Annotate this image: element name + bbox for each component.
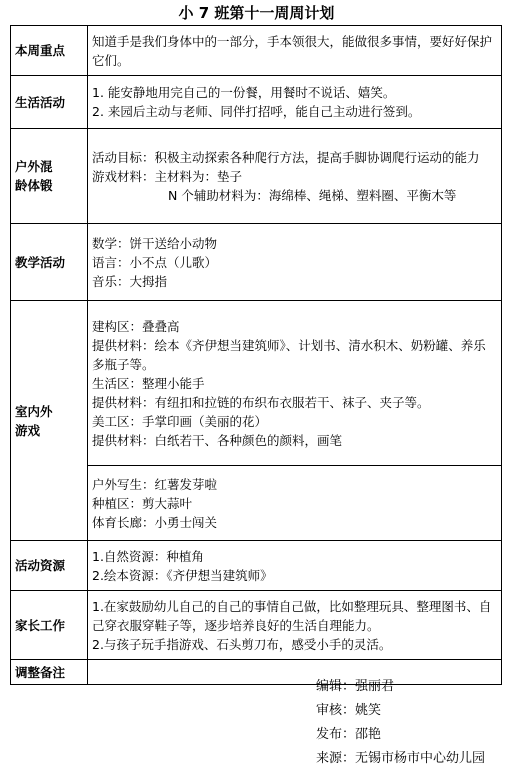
row-content-outdoor xyxy=(88,129,502,224)
weekly-plan-table xyxy=(10,25,502,685)
resources-line-2: 2.绘本资源：《齐伊想当建筑师》 xyxy=(92,567,273,583)
indoor-outdoor-line-3: 体育长廊：小勇士闯关 xyxy=(92,514,218,530)
row-content-parents xyxy=(88,591,502,660)
indoor-label-line-2: 游戏 xyxy=(15,422,41,438)
life-line-2: 2. 来园后主动与老师、同伴打招呼，能自己主动进行签到。 xyxy=(92,104,421,119)
teaching-line-3: 音乐：大拇指 xyxy=(92,273,168,289)
row-content-life xyxy=(88,76,502,129)
page-title: 小 7 班第十一周周计划 xyxy=(178,4,335,22)
row-label-teaching: 教学活动 xyxy=(11,224,88,301)
focus-text: 知道手是我们身体中的一部分，手本领很大，能做很多事情，要好好保护它们。 xyxy=(92,33,493,68)
indoor-line-1: 建构区：叠叠高 xyxy=(92,318,180,334)
row-label-life: 生活活动 xyxy=(11,76,88,129)
table-row-parents xyxy=(11,591,502,660)
row-label-indoor xyxy=(11,301,88,541)
document-footer xyxy=(316,675,485,771)
indoor-outdoor-line-1: 户外写生：红薯发芽啦 xyxy=(92,476,218,492)
indoor-line-4: 提供材料：有纽扣和拉链的布织布衣服若干、袜子、夹子等。 xyxy=(92,394,430,410)
footer-source: 来源：无锡市杨市中心幼儿园 xyxy=(316,751,486,766)
table-row-teaching xyxy=(11,224,502,301)
outdoor-goal: 活动目标：积极主动探索各种爬行方法，提高手脚协调爬行运动的能力 xyxy=(92,149,480,165)
indoor-label-line-1: 室内外 xyxy=(15,403,53,419)
indoor-line-5: 美工区：手掌印画（美丽的花） xyxy=(92,413,268,429)
outdoor-label-line-1: 户外混 xyxy=(15,159,53,174)
footer-editor: 编辑：强丽君 xyxy=(316,679,395,694)
table-row-indoor-1 xyxy=(11,301,502,466)
parents-text-1: 1.在家鼓励幼儿自己的自己的事情自己做，比如整理玩具、整理图书、自己穿衣服穿鞋子等，逐步培养良好的生活自理能力。 xyxy=(92,598,492,633)
outdoor-label-line-2: 龄体锻 xyxy=(15,178,53,193)
table-row-life xyxy=(11,76,502,129)
indoor-line-6: 提供材料：白纸若干、各种颜色的颜料，画笔 xyxy=(92,432,343,448)
table-row-outdoor xyxy=(11,129,502,224)
row-label-focus: 本周重点 xyxy=(11,26,88,76)
row-content-resources xyxy=(88,541,502,591)
indoor-outdoor-line-2: 种植区：剪大蒜叶 xyxy=(92,495,193,511)
teaching-line-2: 语言：小不点（儿歌） xyxy=(92,254,218,270)
indoor-line-3: 生活区：整理小能手 xyxy=(92,375,205,391)
outdoor-materials-main: 游戏材料：主材料为：垫子 xyxy=(92,168,243,184)
row-content-teaching xyxy=(88,224,502,301)
life-line-1: 1. 能安静地用完自己的一份餐，用餐时不说话、嬉笑。 xyxy=(92,85,396,100)
row-label-resources: 活动资源 xyxy=(11,541,88,591)
footer-publisher: 发布：邵艳 xyxy=(316,727,382,742)
row-content-indoor-1 xyxy=(88,301,502,466)
indoor-line-2: 提供材料：绘本《齐伊想当建筑师》、计划书、清水积木、奶粉罐、养乐多瓶子等。 xyxy=(92,337,486,372)
row-label-outdoor xyxy=(11,129,88,224)
row-label-parents: 家长工作 xyxy=(11,591,88,660)
row-label-adjust: 调整备注 xyxy=(11,660,88,685)
row-content-indoor-2 xyxy=(88,466,502,541)
footer-reviewer: 审核：姚笑 xyxy=(316,703,382,718)
resources-line-1: 1.自然资源：种植角 xyxy=(92,548,204,564)
outdoor-materials-aux: N 个辅助材料为：海绵棒、绳梯、塑料圈、平衡木等 xyxy=(168,187,457,203)
teaching-line-1: 数学：饼干送给小动物 xyxy=(92,235,218,251)
table-row-resources xyxy=(11,541,502,591)
row-content-focus xyxy=(88,26,502,76)
table-row-focus xyxy=(11,26,502,76)
parents-text-2: 2.与孩子玩手指游戏、石头剪刀布，感受小手的灵活。 xyxy=(92,636,392,652)
